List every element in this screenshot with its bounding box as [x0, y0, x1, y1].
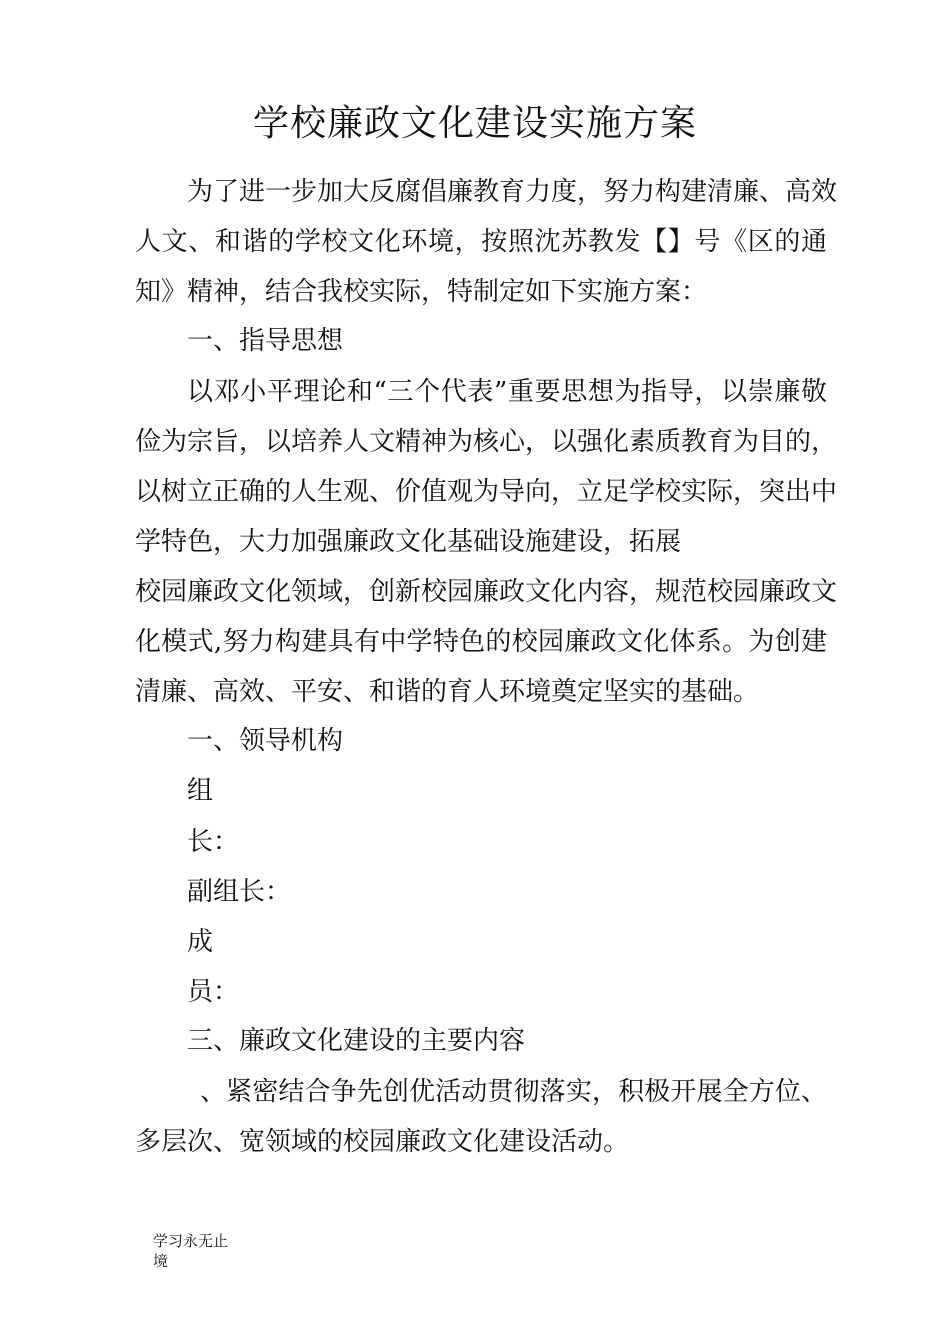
section-heading: 三、廉政文化建设的主要内容	[187, 1026, 526, 1056]
paragraph-line: 学特色，大力加强廉政文化基础设施建设，拓展	[135, 527, 682, 557]
footer-text-line: 境	[153, 1252, 169, 1270]
paragraph-line: 以邓小平理论和“三个代表”重要思想为指导，以崇廉敬	[187, 377, 827, 407]
section-heading: 一、领导机构	[187, 726, 344, 756]
page-footer	[153, 1231, 253, 1271]
paragraph-line: 俭为宗旨，以培养人文精神为核心，以强化素质教育为目的，	[135, 427, 838, 457]
footer-text-line: 学习永无止	[153, 1232, 229, 1250]
leader-label: 组	[187, 776, 214, 806]
member-label: 员：	[187, 977, 240, 1007]
section-heading: 一、指导思想	[187, 326, 344, 356]
paragraph-line: 以树立正确的人生观、价值观为导向，立足学校实际，突出中	[135, 477, 838, 507]
document-title: 学校廉政文化建设实施方案	[252, 103, 697, 144]
paragraph-line: 多层次、宽领域的校园廉政文化建设活动。	[135, 1127, 630, 1157]
member-label: 成	[187, 927, 214, 957]
paragraph-line: 、紧密结合争先创优活动贯彻落实，积极开展全方位、	[200, 1077, 827, 1107]
leader-label: 长：	[187, 827, 240, 857]
paragraph-line: 知》精神，结合我校实际，特制定如下实施方案：	[135, 277, 708, 307]
paragraph-line: 清廉、高效、平安、和谐的育人环境奠定坚实的基础。	[135, 677, 760, 707]
deputy-leader-label: 副组长：	[187, 877, 292, 907]
paragraph-line: 为了进一步加大反腐倡廉教育力度，努力构建清廉、高效	[187, 177, 838, 207]
paragraph-line: 校园廉政文化领域，创新校园廉政文化内容，规范校园廉政文	[135, 577, 838, 607]
paragraph-line: 化模式,努力构建具有中学特色的校园廉政文化体系。为创建	[135, 627, 827, 657]
paragraph-line: 人文、和谐的学校文化环境，按照沈苏教发【】号《区的通	[135, 227, 827, 257]
